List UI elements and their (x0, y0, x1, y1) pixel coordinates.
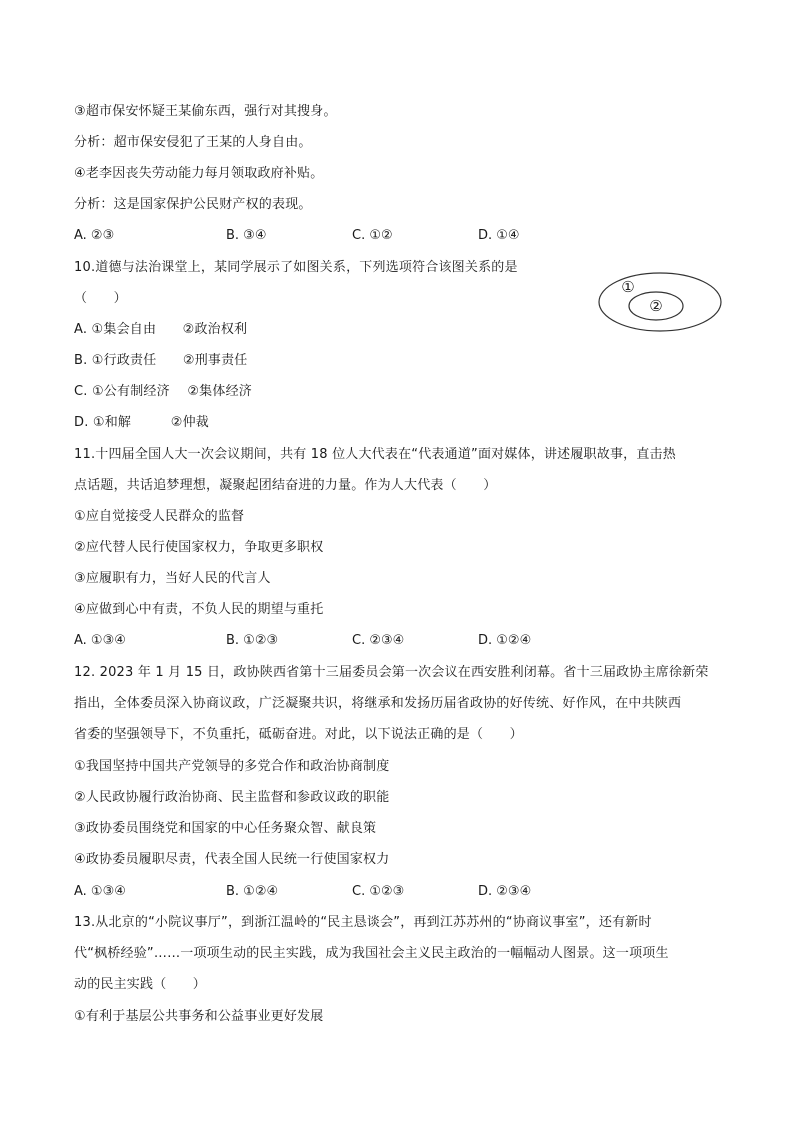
q12-stem-line: 12. 2023 年 1 月 15 日，政协陕西省第十三届委员会第一次会议在西安胜利闭幕。省十三届政协主席徐新荣 (74, 665, 709, 680)
q11-option-c[interactable]: C. ②③④ (352, 633, 405, 648)
q11-item-4: ④应做到心中有责，不负人民的期望与重托 (74, 602, 324, 617)
q11-option-a[interactable]: A. ①③④ (74, 633, 126, 648)
q13-item-1: ①有利于基层公共事务和公益事业更好发展 (74, 1009, 324, 1024)
q9-option-c[interactable]: C. ①② (352, 228, 393, 243)
q9-option-a[interactable]: A. ②③ (74, 228, 115, 243)
q12-stem-line: 省委的坚强领导下，不负重托，砥砺奋进。对此，以下说法正确的是（ ） (74, 727, 523, 742)
q11-item-1: ①应自觉接受人民群众的监督 (74, 509, 245, 524)
q12-item-2: ②人民政协履行政治协商、民主监督和参政议政的职能 (74, 790, 390, 805)
q10-option-a[interactable]: A. ①集会自由 ②政治权利 (74, 322, 248, 337)
q11-stem-line: 点话题，共话追梦理想，凝聚起团结奋进的力量。作为人大代表（ ） (74, 478, 497, 493)
q13-stem-line: 代“枫桥经验”……一项项生动的民主实践，成为我国社会主义民主政治的一幅幅动人图景。这一项项生 (74, 946, 669, 961)
analysis-3: 分析：超市保安侵犯了王某的人身自由。 (74, 135, 312, 150)
q12-option-b[interactable]: B. ①②④ (226, 884, 279, 899)
statement-4: ④老李因丧失劳动能力每月领取政府补贴。 (74, 166, 324, 181)
q11-option-b[interactable]: B. ①②③ (226, 633, 279, 648)
q12-option-a[interactable]: A. ①③④ (74, 884, 126, 899)
q11-stem-line: 11.十四届全国人大一次会议期间，共有 18 位人大代表在“代表通道”面对媒体，讲述履职故事，直击热 (74, 447, 676, 462)
q11-item-3: ③应履职有力，当好人民的代言人 (74, 571, 271, 586)
q13-stem-line: 13.从北京的“小院议事厅”，到浙江温岭的“民主恳谈会”，再到江苏苏州的“协商议事室”，还有新时 (74, 915, 652, 930)
nested-ellipse-diagram (596, 270, 724, 334)
q12-item-1: ①我国坚持中国共产党领导的多党合作和政治协商制度 (74, 759, 390, 774)
statement-3: ③超市保安怀疑王某偷东西，强行对其搜身。 (74, 104, 337, 119)
q13-stem-line: 动的民主实践（ ） (74, 977, 207, 992)
q12-item-4: ④政协委员履职尽责，代表全国人民统一行使国家权力 (74, 852, 390, 867)
outer-label: ① (621, 278, 635, 296)
q11-option-d[interactable]: D. ①②④ (478, 633, 532, 648)
q10-option-d[interactable]: D. ①和解 ②仲裁 (74, 415, 209, 430)
q12-item-3: ③政协委员围绕党和国家的中心任务聚众智、献良策 (74, 821, 377, 836)
q12-stem-line: 指出，全体委员深入协商议政，广泛凝聚共识，将继承和发扬历届省政协的好传统、好作风，在中共陕西 (74, 696, 682, 711)
inner-label: ② (649, 297, 663, 315)
q10-option-b[interactable]: B. ①行政责任 ②刑事责任 (74, 353, 248, 368)
q12-option-c[interactable]: C. ①②③ (352, 884, 405, 899)
q9-option-d[interactable]: D. ①④ (478, 228, 520, 243)
q11-item-2: ②应代替人民行使国家权力，争取更多职权 (74, 540, 324, 555)
q10-answer-paren: （ ） (74, 291, 127, 306)
q10-stem: 10.道德与法治课堂上，某同学展示了如图关系，下列选项符合该图关系的是 (74, 260, 518, 275)
q10-option-c[interactable]: C. ①公有制经济 ②集体经济 (74, 384, 252, 399)
q12-option-d[interactable]: D. ②③④ (478, 884, 532, 899)
q9-option-b[interactable]: B. ③④ (226, 228, 267, 243)
analysis-4: 分析：这是国家保护公民财产权的表现。 (74, 197, 312, 212)
